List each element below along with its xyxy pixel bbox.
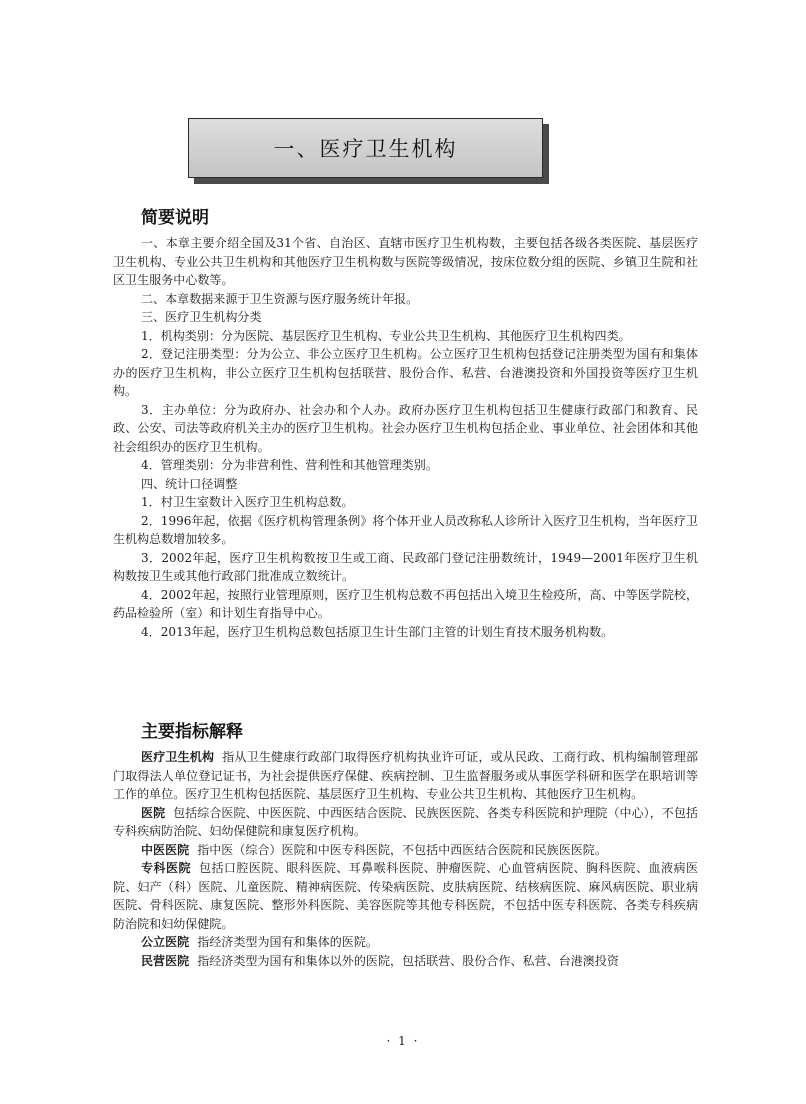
indicator-item: [113, 804, 698, 841]
indicator-item: [113, 952, 698, 971]
indicator-text: 指经济类型为国有和集体的医院。: [197, 935, 378, 949]
brief-paragraph: 2．登记注册类型：分为公立、非公立医疗卫生机构。公立医疗卫生机构包括登记注册类型为国有和集体办的医疗卫生机构，非公立医疗卫生机构包括联营、股份合作、私营、台港澳投资和外国投资等医疗卫生机构。: [113, 347, 698, 398]
brief-paragraph: 1．机构类别：分为医院、基层医疗卫生机构、专业公共卫生机构、其他医疗卫生机构四类。: [141, 328, 631, 343]
brief-paragraph: 4．管理类别：分为非营利性、营利性和其他管理类别。: [141, 458, 438, 472]
indicators-heading: 主要指标解释: [141, 722, 243, 742]
brief-paragraph: 一、本章主要介绍全国及31个省、自治区、直辖市医疗卫生机构数，主要包括各级各类医院、基层医疗卫生机构、专业公共卫生机构和其他医疗卫生机构数与医院等级情况，按床位数分组的医院、乡镇卫生院和社区卫生服务中心数等。: [113, 236, 698, 287]
indicator-term: 专科医院: [141, 861, 191, 875]
indicator-term: 医院: [141, 805, 166, 820]
brief-paragraph: 4．2002年起，按照行业管理原则，医疗卫生机构总数不再包括出入境卫生检疫所，高、中等医学院校，药品检验所（室）和计划生育指导中心。: [113, 587, 698, 620]
indicator-item: [113, 748, 698, 804]
indicator-text: 包括综合医院、中医医院、中西医结合医院、民族医医院、各类专科医院和护理院（中心），不包括专科疾病防治院、妇幼保健院和康复医疗机构。: [113, 805, 698, 838]
indicator-text: 指经济类型为国有和集体以外的医院，包括联营、股份合作、私营、台港澳投资: [197, 953, 619, 968]
brief-paragraph: 2．1996年起，依据《医疗机构管理条例》将个体开业人员改称私人诊所计入医疗卫生机构，当年医疗卫生机构总数增加较多。: [113, 513, 698, 546]
indicator-item: [113, 841, 698, 860]
brief-paragraph: 二、本章数据来源于卫生资源与医疗服务统计年报。: [141, 291, 419, 306]
chapter-title: 一、医疗卫生机构: [188, 118, 543, 178]
brief-section: [113, 206, 698, 641]
brief-paragraph: 四、统计口径调整: [141, 476, 238, 491]
brief-paragraph: 1．村卫生室数计入医疗卫生机构总数。: [141, 495, 354, 509]
indicator-term: 民营医院: [141, 953, 190, 968]
indicator-text: 指从卫生健康行政部门取得医疗机构执业许可证，或从民政、工商行政、机构编制管理部门取得法人单位登记证书，为社会提供医疗保健、疾病控制、卫生监督服务或从事医学科研和医学在职培训等工作的单位。医疗卫生机构包括医院、基层医疗卫生机构、专业公共卫生机构、其他医疗卫生机构。: [113, 750, 698, 801]
page-number: · 1 ·: [386, 1034, 420, 1048]
brief-paragraph: 三、医疗卫生机构分类: [141, 310, 262, 324]
brief-paragraph: 4．2013年起，医疗卫生机构总数包括原卫生计生部门主管的计划生育技术服务机构数。: [141, 624, 614, 639]
indicator-item: [113, 859, 698, 933]
brief-paragraph: 3．主办单位：分为政府办、社会办和个人办。政府办医疗卫生机构包括卫生健康行政部门和教育、民政、公安、司法等政府机关主办的医疗卫生机构。社会办医疗卫生机构包括企业、事业单位、社会团体和其他社会组织办的医疗卫生机构。: [113, 402, 698, 454]
indicator-term: 医疗卫生机构: [141, 750, 215, 764]
brief-paragraph: 3．2002年起，医疗卫生机构数按卫生或工商、民政部门登记注册数统计，1949—2001年医疗卫生机构数按卫生或其他行政部门批准成立数统计。: [113, 550, 698, 583]
indicator-item: [113, 933, 698, 952]
indicators-section: [113, 720, 698, 970]
indicator-term: 中医医院: [141, 842, 190, 857]
indicator-text: 包括口腔医院、眼科医院、耳鼻喉科医院、肿瘤医院、心血管病医院、胸科医院、血液病医院、妇产（科）医院、儿童医院、精神病医院、传染病医院、皮肤病医院、结核病医院、麻风病医院、职业病医院、骨科医院、康复医院、整形外科医院、美容医院等其他专科医院，不包括中医专科医院、各类专科疾病防治院和妇幼保健院。: [113, 861, 698, 931]
indicator-term: 公立医院: [141, 935, 190, 949]
brief-heading: 简要说明: [141, 208, 209, 228]
indicator-text: 指中医（综合）医院和中医专科医院，不包括中西医结合医院和民族医医院。: [197, 842, 607, 857]
